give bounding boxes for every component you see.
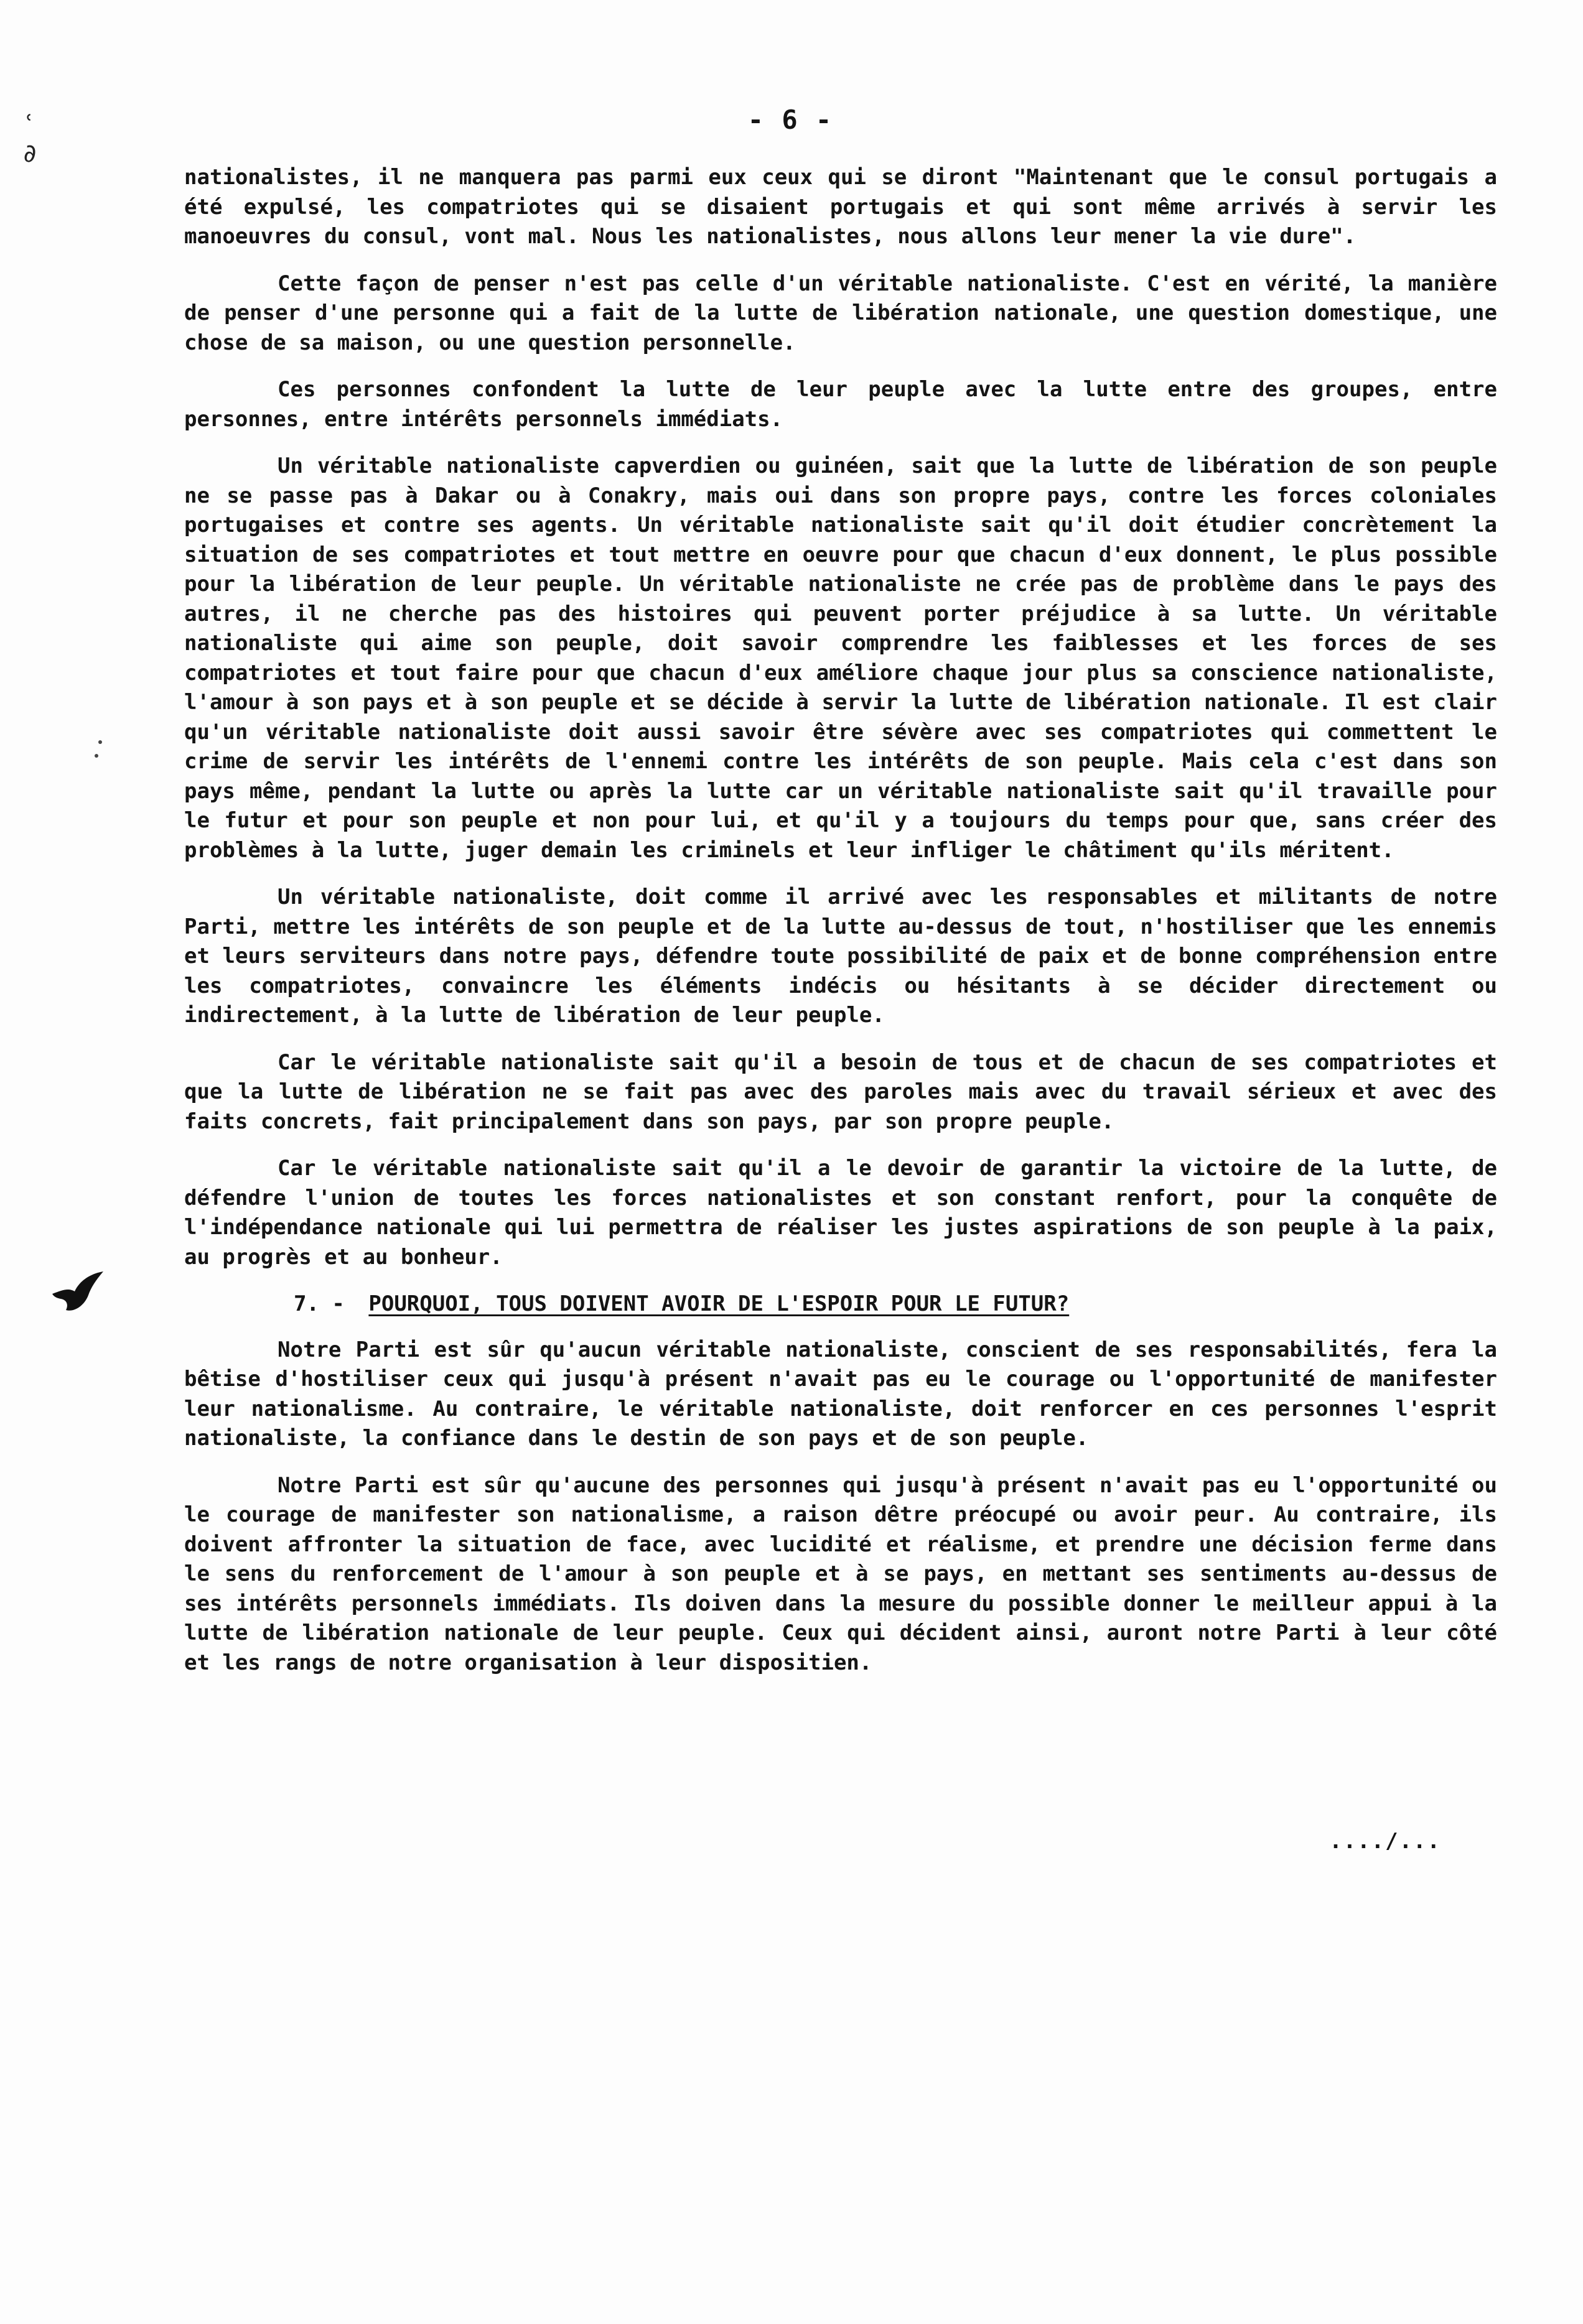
margin-mark-second: ∂ [22,139,38,168]
speck-mark [95,754,98,758]
paragraph-1: nationalistes, il ne manquera pas parmi eux ceux qui se diront "Maintenant que le consul portugais a été expulsé, les compatriotes qui se disaient portugais et qui sont même arrivés à servir les manoeuvres du consul, vont mal. Nous les nationalistes, nous allons leur mener la vie dure". [184,165,1497,249]
paragraph-5: Un véritable nationaliste, doit comme il arrivé avec les responsables et militants de notre Parti, mettre les intérêts de son peuple et de la lutte au-dessus de tout, n'hostiliser que les ennemis et leurs serviteurs dans notre pays, défendre toute possibilité de paix et de bonne compréhension entre les compatriotes, convaincre les éléments indécis ou hésitants à se décider directement ou indirectement, à la lutte de libération de leur peuple. [184,885,1497,1028]
paragraph-6: Car le véritable nationaliste sait qu'il a besoin de tous et de chacun de ses compatriotes et que la lutte de libération ne se fait pas avec des paroles mais avec du travail sérieux et avec des faits concrets, fait principalement dans son pays, par son propre peuple. [184,1049,1497,1134]
paragraph-7: Car le véritable nationaliste sait qu'il a le devoir de garantir la victoire de la lutte, de défendre l'union de toutes les forces nationalistes et son constant renfort, pour la conquête de l'indépendance nationale qui lui permettra de réaliser les justes aspirations de son peuple à la paix, au progrès et au bonheur. [184,1156,1497,1270]
margin-mark-top: ʿ [21,111,37,139]
paragraph-4: Un véritable nationaliste capverdien ou guinéen, sait que la lutte de libération de son peuple ne se passe pas à Dakar ou à Conakry, mais oui dans son propre pays, contre les forces coloniales portugaises et contre ses agents. Un véritable nationaliste sait qu'il doit étudier concrètement la situation de ses compatriotes et tout mettre en oeuvre pour que chacun d'eux donnent, le plus possible pour la libération de leur peuple. Un véritable nationaliste ne crée pas de problème dans le pays des autres, il ne cherche pas des histoires qui peuvent porter préjudice à sa lutte. Un véritable nationaliste qui aime son peuple, doit savoir comprendre les faiblesses et les forces de ses compatriotes et tout faire pour que chacun d'eux améliore chaque jour plus sa conscience nationaliste, l'amour à son pays et à son peuple et se décide à servir la lutte de libération nationale. Il est clair qu'un véritable nationaliste doit aussi savoir être sévère avec ses compatriotes qui commettent le crime de servir les intérêts de l'ennemi contre les intérêts de son peuple. Mais cela c'est dans son pays même, pendant la lutte ou après la lutte car un véritable nationaliste sait qu'il travaille pour le futur et pour son peuple et non pour lui, et qu'il y a toujours du temps pour que, sans créer des problèmes à la lutte, juger demain les criminels et leur infliger le châtiment qu'ils méritent. [184,453,1497,863]
ink-blot-mark [50,1269,106,1319]
section-heading [294,1290,1497,1319]
body-text [184,163,1497,1695]
paragraph-9: Notre Parti est sûr qu'aucune des personnes qui jusqu'à présent n'avait pas eu l'opportunité ou le courage de manifester son nationalisme, a raison dêtre préocupé ou avoir peur. Au contraire, ils doivent affronter la situation de face, avec lucidité et réalisme, et prendre une décision ferme dans le sens du renforcement de l'amour à son peuple et à se pays, en mettant ses sentiments au-dessus de ses intérêts personnels immédiats. Ils doiven dans la mesure du possible donner le meilleur appui à la lutte de libération nationale de leur peuple. Ceux qui décident ainsi, auront notre Parti à leur côté et les rangs de notre organisation à leur dispositien. [184,1472,1497,1675]
page-number: - 6 - [747,105,833,135]
section-number: 7. - [294,1291,345,1316]
section-title: POURQUOI, TOUS DOIVENT AVOIR DE L'ESPOIR POUR LE FUTUR? [368,1291,1070,1316]
speck-mark [98,740,102,744]
paragraph-2: Cette façon de penser n'est pas celle d'un véritable nationaliste. C'est en vérité, la manière de penser d'une personne qui a fait de la lutte de libération nationale, une question domestique, une chose de sa maison, ou une question personnelle. [184,271,1497,355]
paragraph-8: Notre Parti est sûr qu'aucun véritable nationaliste, conscient de ses responsabilités, fera la bêtise d'hostiliser ceux qui jusqu'à présent n'avait pas eu le courage ou l'opportunité de manifester leur nationalisme. Au contraire, le véritable nationaliste, doit renforcer en ces personnes l'esprit nationaliste, la confiance dans le destin de son pays et de son peuple. [184,1337,1497,1451]
paragraph-3: Ces personnes confondent la lutte de leur peuple avec la lutte entre des groupes, entre personnes, entre intérêts personnels immédiats. [184,377,1497,432]
continuation-marker: ..../... [1329,1829,1441,1854]
